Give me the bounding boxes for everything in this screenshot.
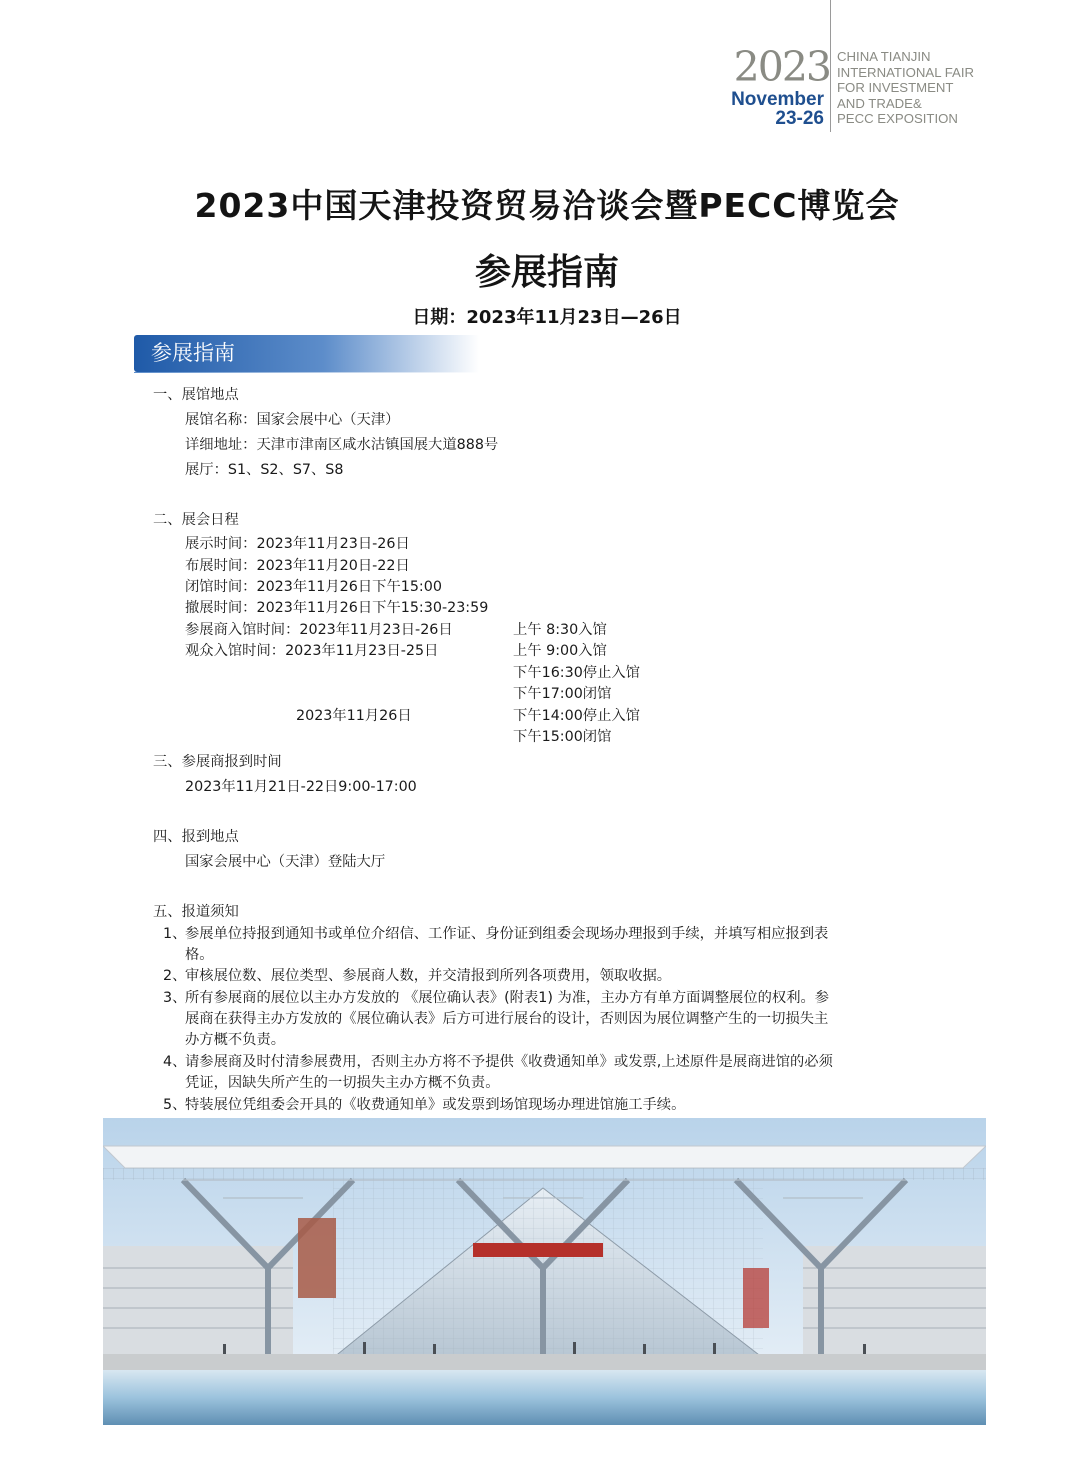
section-header — [134, 335, 479, 372]
exhibition-center-illustration — [103, 1118, 986, 1425]
note-line: 办方概不负责。 — [185, 1032, 286, 1048]
schedule-exhibitor-entry-time: 上午 8:30入馆 — [513, 622, 607, 638]
schedule-exhibitor-entry: 参展商入馆时间：2023年11月23日-26日 — [185, 622, 453, 638]
schedule-visitor-entry: 观众入馆时间：2023年11月23日-25日 — [185, 643, 439, 659]
event-logo — [716, 42, 1006, 132]
logo-line: INTERNATIONAL FAIR — [837, 64, 975, 80]
registration-place-heading: 四、报到地点 — [153, 829, 239, 845]
section-header-label: 参展指南 — [151, 341, 235, 365]
logo-divider — [830, 0, 831, 132]
note-line: 所有参展商的展位以主办方发放的 《展位确认表》(附表1) 为准，主办方有单方面调整展位的权利。参 — [185, 990, 830, 1006]
note-line: 请参展商及时付清参展费用，否则主办方将不予提供《收费通知单》或发票,上述原件是展商进馆的必须 — [185, 1054, 833, 1070]
note-line: 格。 — [185, 947, 214, 963]
notes-heading: 五、报道须知 — [153, 904, 239, 920]
logo-line: AND TRADE& — [837, 95, 922, 111]
schedule-last-day-close: 下午15:00闭馆 — [513, 729, 612, 745]
logo-days: 23-26 — [775, 108, 824, 129]
page-title: 2023中国天津投资贸易洽谈会暨PECC博览会 — [194, 186, 900, 225]
note-line: 审核展位数、展位类型、参展商人数，并交清报到所列各项费用，领取收据。 — [185, 968, 672, 984]
venue-name: 展馆名称：国家会展中心（天津） — [185, 412, 400, 428]
logo-line: CHINA TIANJIN — [837, 49, 931, 64]
note-line: 参展单位持报到通知书或单位介绍信、工作证、身份证到组委会现场办理报到手续，并填写相应报到表 — [185, 926, 829, 942]
section-divider — [134, 372, 479, 373]
note-number: 5、 — [163, 1097, 187, 1113]
note-line: 展商在获得主办方发放的《展位确认表》后方可进行展台的设计，否则因为展位调整产生的一切损失主 — [185, 1011, 829, 1027]
note-number: 4、 — [163, 1054, 187, 1070]
event-date: 日期：2023年11月23日—26日 — [412, 307, 682, 328]
schedule-last-day-stop: 下午14:00停止入馆 — [513, 708, 640, 724]
logo-year: 2023 — [733, 43, 830, 91]
page-subtitle: 参展指南 — [474, 252, 619, 293]
venue-heading: 一、展馆地点 — [153, 387, 239, 403]
schedule-heading: 二、展会日程 — [153, 512, 239, 528]
logo-text-lines — [837, 49, 974, 127]
schedule-visitor-stop: 下午16:30停止入馆 — [513, 665, 640, 681]
schedule-closing: 闭馆时间：2023年11月26日下午15:00 — [185, 579, 442, 595]
note-number: 3、 — [163, 990, 187, 1006]
logo-line: PECC EXPOSITION — [837, 111, 958, 126]
venue-address: 详细地址：天津市津南区咸水沽镇国展大道888号 — [185, 437, 499, 453]
note-number: 1、 — [163, 926, 187, 942]
logo-month: November — [731, 89, 824, 110]
schedule-visitor-entry-time: 上午 9:00入馆 — [513, 643, 607, 659]
venue-halls: 展厅：S1、S2、S7、S8 — [185, 462, 344, 478]
note-line: 特装展位凭组委会开具的《收费通知单》或发票到场馆现场办理进馆施工手续。 — [185, 1097, 686, 1113]
logo-line: FOR INVESTMENT — [837, 80, 954, 95]
registration-time-heading: 三、参展商报到时间 — [153, 754, 282, 770]
schedule-last-day: 2023年11月26日 — [296, 708, 412, 724]
schedule-setup: 布展时间：2023年11月20日-22日 — [185, 558, 410, 574]
schedule-visitor-close: 下午17:00闭馆 — [513, 686, 612, 702]
registration-time-value: 2023年11月21日-22日9:00-17:00 — [185, 779, 417, 795]
registration-place-value: 国家会展中心（天津）登陆大厅 — [185, 854, 386, 870]
note-line: 凭证，因缺失所产生的一切损失主办方概不负责。 — [185, 1075, 500, 1091]
schedule-teardown: 撤展时间：2023年11月26日下午15:30-23:59 — [185, 600, 489, 616]
note-number: 2、 — [163, 968, 187, 984]
schedule-exhibit: 展示时间：2023年11月23日-26日 — [185, 536, 410, 552]
